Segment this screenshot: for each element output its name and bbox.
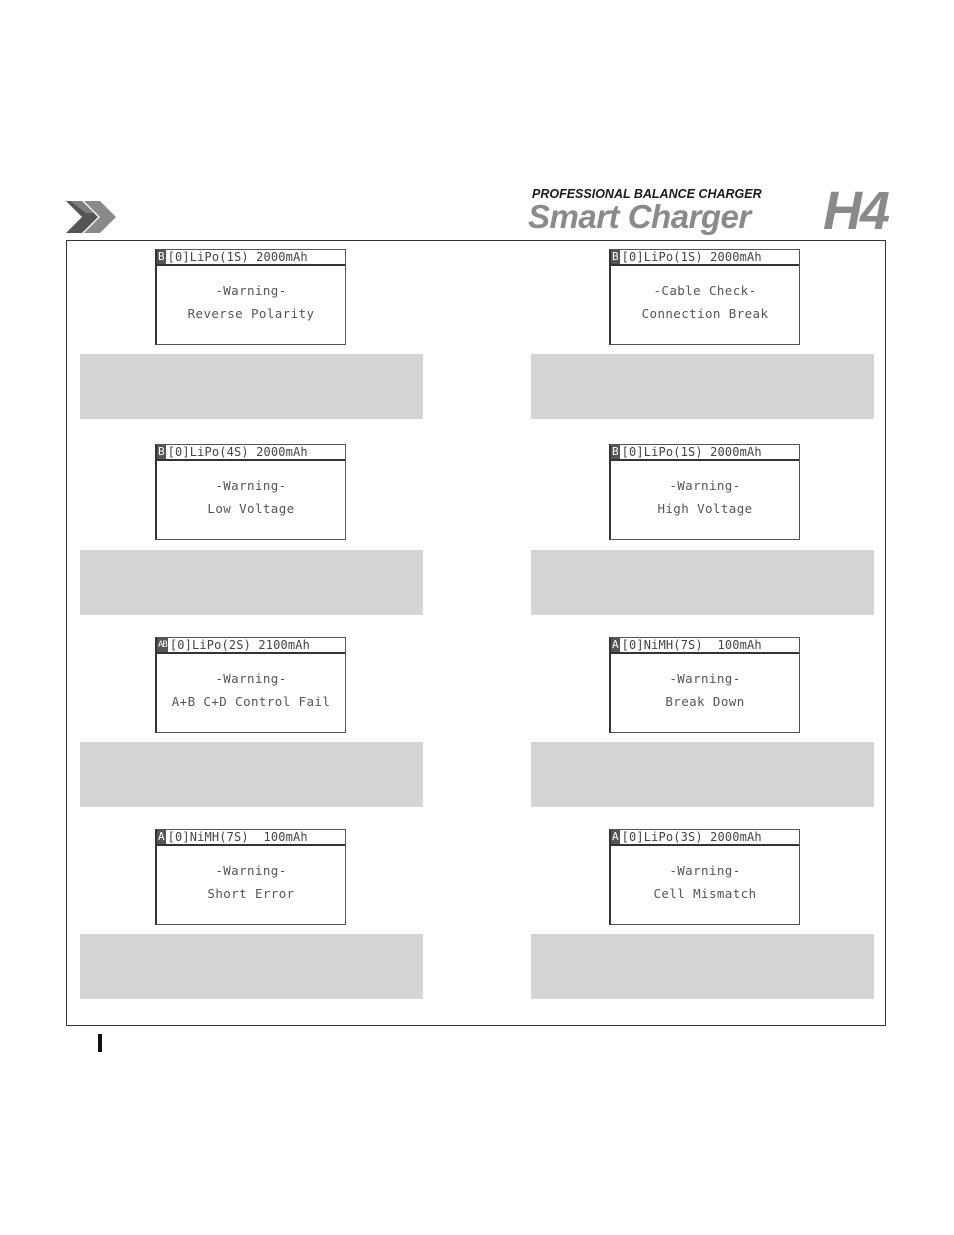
lcd-screen bbox=[609, 444, 800, 540]
lcd-screen bbox=[155, 637, 346, 733]
lcd-screen bbox=[609, 829, 800, 925]
lcd-message: Reverse Polarity bbox=[187, 306, 315, 321]
lcd-message: A+B C+D Control Fail bbox=[171, 694, 331, 709]
brand-logo bbox=[528, 181, 888, 241]
lcd-title: -Warning- bbox=[669, 671, 741, 686]
brand-name: Smart Charger bbox=[528, 198, 751, 235]
lcd-screen bbox=[155, 829, 346, 925]
battery-info: [0]LiPo(3S) 2000mAh bbox=[621, 830, 762, 844]
lcd-header-row bbox=[157, 445, 345, 461]
lcd-message: Cell Mismatch bbox=[653, 886, 757, 901]
channel-badge: B bbox=[158, 445, 165, 458]
description-box bbox=[531, 550, 874, 615]
description-box bbox=[531, 742, 874, 807]
lcd-header-row bbox=[157, 830, 345, 846]
battery-info: [0]LiPo(4S) 2000mAh bbox=[167, 445, 308, 459]
channel-badge: A bbox=[612, 830, 619, 843]
lcd-screen bbox=[155, 249, 346, 345]
lcd-title: -Warning- bbox=[215, 671, 287, 686]
lcd-message: Break Down bbox=[665, 694, 745, 709]
channel-badge: AB bbox=[158, 640, 167, 650]
lcd-title: -Cable Check- bbox=[653, 283, 757, 298]
description-box bbox=[80, 550, 423, 615]
lcd-screen bbox=[609, 637, 800, 733]
lcd-title: -Warning- bbox=[669, 478, 741, 493]
channel-badge: B bbox=[158, 250, 165, 263]
battery-info: [0]NiMH(7S) 100mAh bbox=[167, 830, 308, 844]
double-chevron-right-icon bbox=[64, 197, 122, 237]
battery-info: [0]NiMH(7S) 100mAh bbox=[621, 638, 762, 652]
brand-model: H4 bbox=[822, 181, 888, 241]
lcd-header-row bbox=[611, 638, 799, 654]
lcd-screen bbox=[609, 249, 800, 345]
channel-badge: B bbox=[612, 445, 619, 458]
channel-badge: A bbox=[158, 830, 165, 843]
description-box bbox=[80, 354, 423, 419]
battery-info: [0]LiPo(2S) 2100mAh bbox=[169, 638, 310, 652]
lcd-message: Connection Break bbox=[641, 306, 769, 321]
lcd-header-row bbox=[611, 830, 799, 846]
lcd-message: High Voltage bbox=[657, 501, 753, 516]
lcd-header-row bbox=[611, 250, 799, 266]
lcd-title: -Warning- bbox=[215, 283, 287, 298]
lcd-message: Low Voltage bbox=[207, 501, 295, 516]
lcd-header-row bbox=[157, 638, 345, 654]
battery-info: [0]LiPo(1S) 2000mAh bbox=[621, 250, 762, 264]
lcd-title: -Warning- bbox=[215, 478, 287, 493]
channel-badge: A bbox=[612, 638, 619, 651]
lcd-message: Short Error bbox=[207, 886, 295, 901]
battery-info: [0]LiPo(1S) 2000mAh bbox=[167, 250, 308, 264]
lcd-screen bbox=[155, 444, 346, 540]
description-box bbox=[80, 934, 423, 999]
description-box bbox=[531, 354, 874, 419]
brand-subtitle: PROFESSIONAL BALANCE CHARGER bbox=[532, 187, 762, 201]
lcd-header-row bbox=[157, 250, 345, 266]
page-marker bbox=[98, 1034, 102, 1052]
lcd-header-row bbox=[611, 445, 799, 461]
description-box bbox=[531, 934, 874, 999]
battery-info: [0]LiPo(1S) 2000mAh bbox=[621, 445, 762, 459]
description-box bbox=[80, 742, 423, 807]
lcd-title: -Warning- bbox=[669, 863, 741, 878]
channel-badge: B bbox=[612, 250, 619, 263]
lcd-title: -Warning- bbox=[215, 863, 287, 878]
